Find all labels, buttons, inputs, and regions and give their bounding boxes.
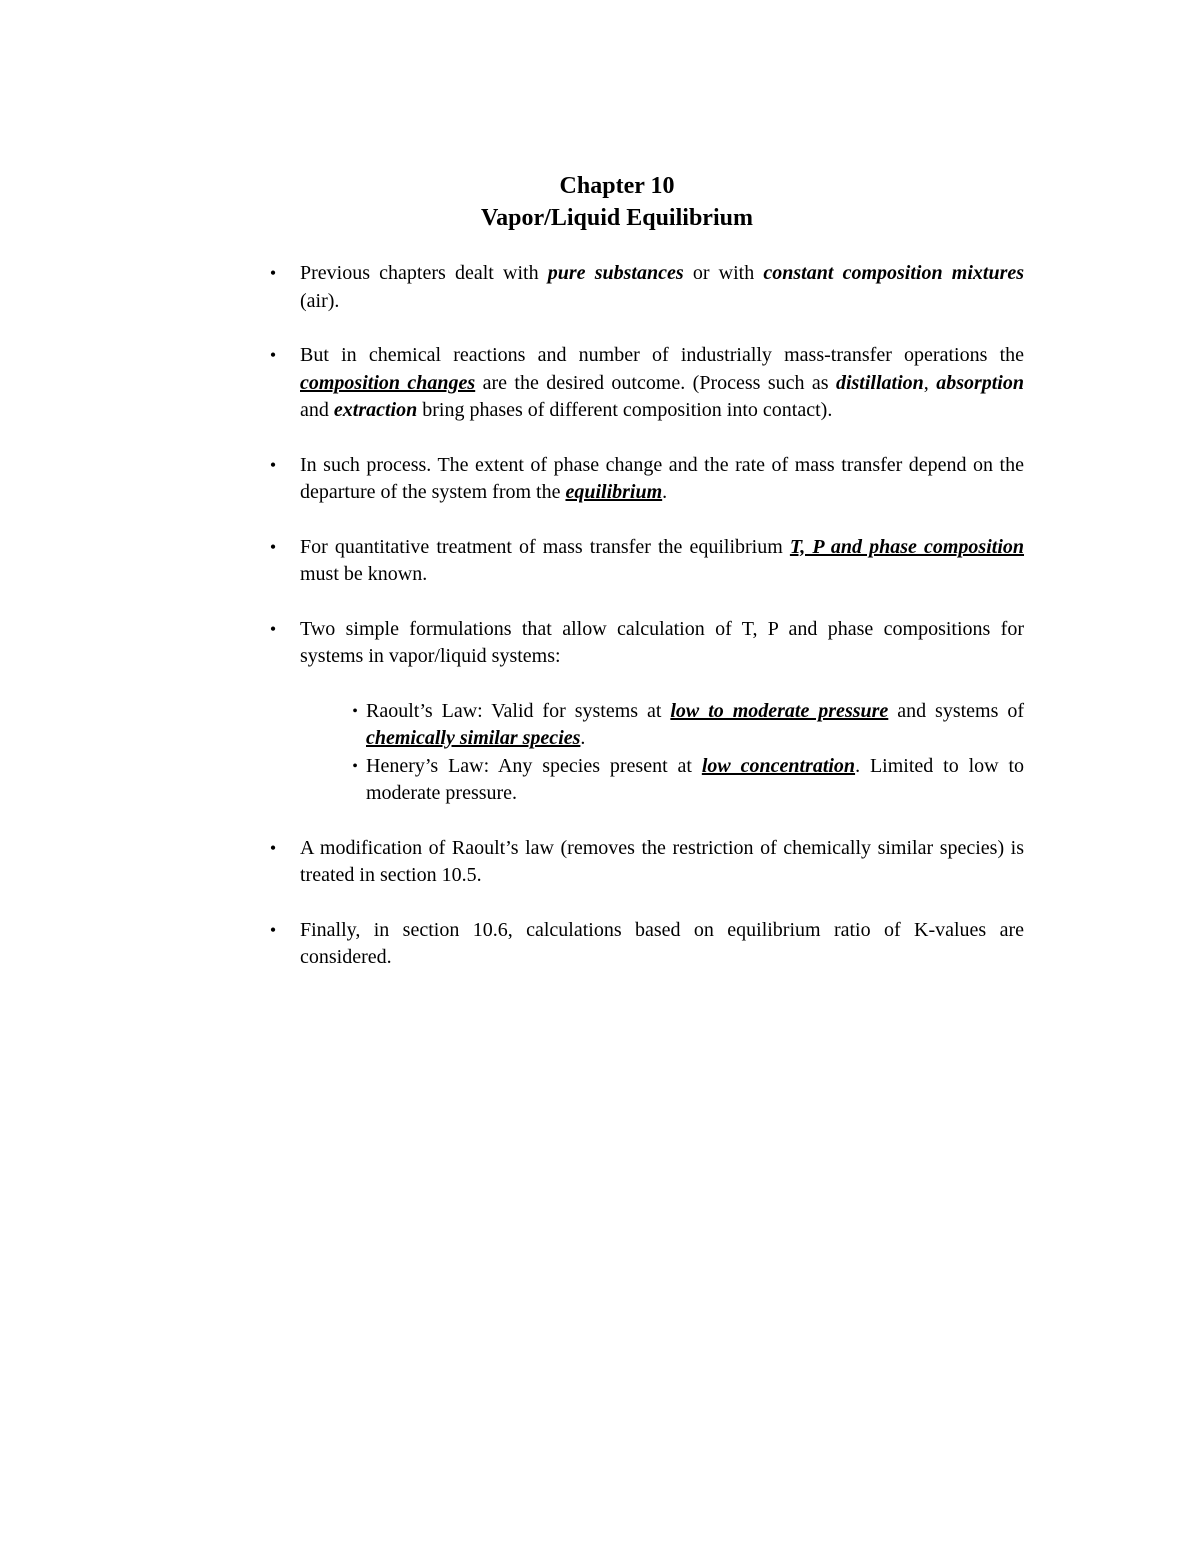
emphasis-equilibrium: equilibrium	[565, 481, 663, 503]
bullet-icon: •	[269, 263, 277, 283]
bullet-icon: •	[269, 345, 277, 365]
bullet-icon: •	[269, 536, 277, 557]
bullet-item-3: • In such process. The extent of phase change and the rate of mass transfer depend on the departure of the system from the equilibrium.	[260, 452, 1024, 507]
sub-bullet-icon: •	[352, 757, 358, 775]
bullet-item-4: • For quantitative treatment of mass transfer the equilibrium T, P and phase composition must be known.	[260, 534, 1024, 589]
emphasis-low-to-moderate-pressure: low to moderate pressure	[670, 699, 889, 722]
bullet-item-2: • But in chemical reactions and number of industrially mass-transfer operations the composition changes are the desired outcome. (Process such as distillation, absorption and extraction bring phases of different composition into contact).	[260, 342, 1024, 425]
emphasis-distillation: distillation	[835, 371, 924, 394]
emphasis-constant-composition: constant composition mixtures	[763, 262, 1025, 284]
emphasis-low-concentration: low concentration	[701, 754, 856, 777]
bullet-icon: •	[269, 454, 277, 475]
emphasis-pure-substances: pure substances	[547, 262, 684, 284]
sub-bullet-henerys-law: • Henery’s Law: Any species present at low concentration. Limited to low to moderate pressure.	[352, 753, 1024, 808]
bullet-icon: •	[269, 837, 277, 858]
chapter-number: Chapter 10	[559, 173, 675, 199]
emphasis-composition-changes: composition changes	[300, 371, 476, 394]
bullet-list	[260, 260, 1024, 999]
bullet-item-6: • A modification of Raoult’s law (removes the restriction of chemically similar species) is treated in section 10.5.	[260, 835, 1024, 890]
sub-bullet-icon: •	[352, 702, 358, 720]
emphasis-chemically-similar-species: chemically similar species	[366, 727, 581, 749]
bullet-item-7: • Finally, in section 10.6, calculations based on equilibrium ratio of K-values are considered.	[260, 917, 1024, 972]
sub-bullet-raoults-law: • Raoult’s Law: Valid for systems at low to moderate pressure and systems of chemically similar species.	[352, 698, 1024, 753]
chapter-title: Vapor/Liquid Equilibrium	[481, 205, 753, 231]
bullet-icon: •	[269, 919, 277, 940]
emphasis-extraction: extraction	[333, 399, 418, 421]
bullet-item-1: • Previous chapters dealt with pure substances or with constant composition mixtures (air).	[260, 260, 1024, 315]
chapter-title-block	[0, 170, 1200, 234]
bullet-icon: •	[269, 618, 277, 639]
sub-bullet-list	[352, 698, 1024, 808]
emphasis-absorption: absorption	[936, 371, 1024, 394]
bullet-item-5: • Two simple formulations that allow calculation of T, P and phase compositions for systems in vapor/liquid systems: • Raoult’s Law: Valid for systems at low to moderate pressure and systems of chemically similar species. • Henery’s Law: Any species present at low concentration. Limited to low to moderate pressure.	[260, 616, 1024, 808]
emphasis-tp-phase-composition: T, P and phase composition	[789, 535, 1025, 558]
